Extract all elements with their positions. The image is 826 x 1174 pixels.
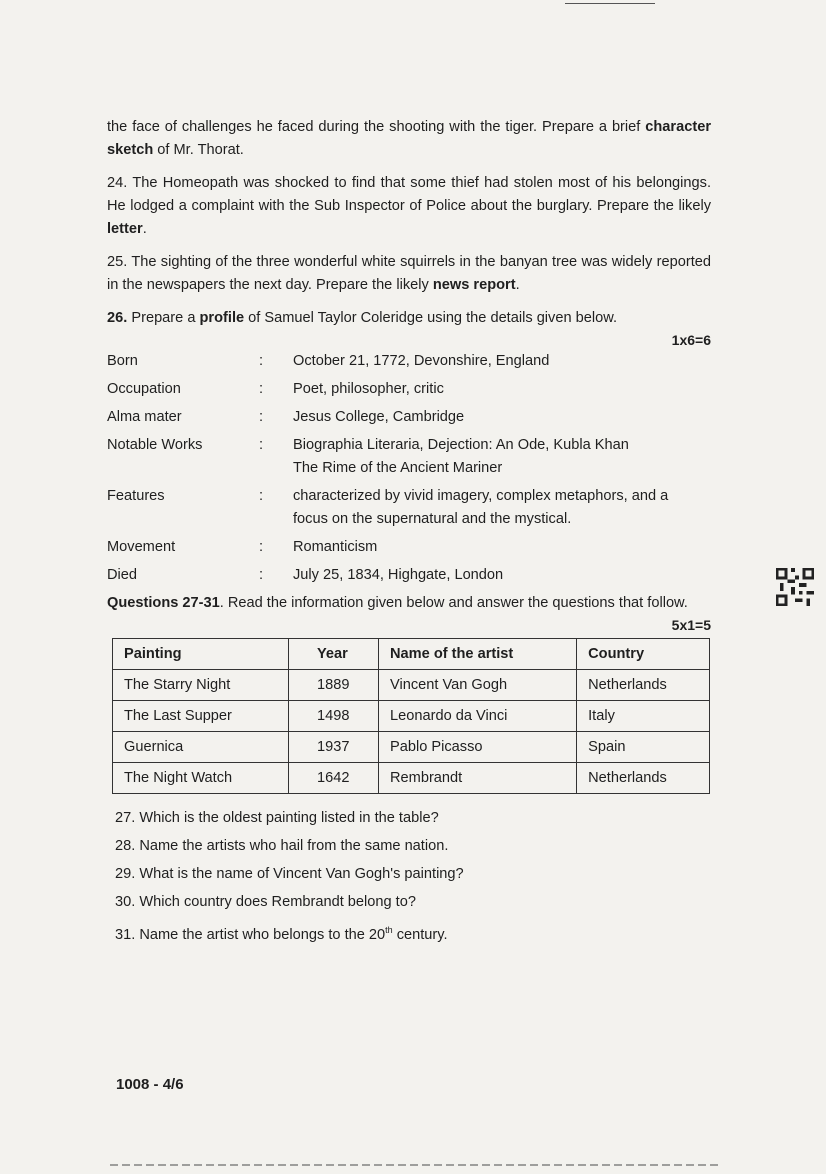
question-26-marks: 1x6=6 (671, 332, 711, 348)
questions-27-31-instruction: Questions 27-31. Read the information given below and answer the questions that follow. (107, 595, 688, 611)
profile-row-died: Died : July 25, 1834, Highgate, London (107, 567, 504, 583)
question-29: 29. What is the name of Vincent Van Gogh's painting? (115, 866, 464, 882)
qr-code-icon (775, 568, 815, 606)
profile-row-features: Features : characterized by vivid imagery, complex metaphors, and a focus on the supernatural and the mystical. (107, 488, 669, 527)
paintings-table (112, 638, 710, 794)
cell-year: 1889 (288, 670, 378, 701)
cell-artist: Leonardo da Vinci (379, 701, 577, 732)
cell-painting: The Night Watch (113, 763, 289, 794)
question-25: 25. The sighting of the three wonderful white squirrels in the banyan tree was widely reported in the newspapers the next day. Prepare the likely news report. (107, 254, 711, 293)
question-26: 26. Prepare a profile of Samuel Taylor Coleridge using the details given below. (107, 310, 618, 326)
profile-row-alma-mater: Alma mater : Jesus College, Cambridge (107, 409, 465, 425)
questions-list (115, 804, 711, 949)
table-row (113, 732, 710, 763)
cell-year: 1642 (288, 763, 378, 794)
cell-country: Netherlands (577, 763, 710, 794)
cell-painting: The Starry Night (113, 670, 289, 701)
header-year: Year (288, 639, 378, 670)
question-27: 27. Which is the oldest painting listed in the table? (115, 810, 439, 826)
cell-painting: The Last Supper (113, 701, 289, 732)
profile-row-notable-works: Notable Works : Biographia Literaria, Dejection: An Ode, Kubla Khan The Rime of the Ancient Mariner (107, 437, 629, 476)
profile-row-movement: Movement : Romanticism (107, 539, 378, 555)
header-painting: Painting (113, 639, 289, 670)
cell-artist: Vincent Van Gogh (379, 670, 577, 701)
profile-details (107, 350, 711, 587)
table-row (113, 763, 710, 794)
table-header-row (113, 639, 710, 670)
cell-country: Italy (577, 701, 710, 732)
questions-27-31-marks: 5x1=5 (671, 617, 711, 633)
question-24: 24. The Homeopath was shocked to find that some thief had stolen most of his belongings. He lodged a complaint with the Sub Inspector of Police about the burglary. Prepare the likely letter. (107, 175, 711, 237)
cell-artist: Pablo Picasso (379, 732, 577, 763)
top-rule (565, 3, 655, 4)
cell-year: 1498 (288, 701, 378, 732)
cell-painting: Guernica (113, 732, 289, 763)
table-row (113, 701, 710, 732)
bottom-dashed-rule (110, 1164, 720, 1166)
question-28: 28. Name the artists who hail from the same nation. (115, 838, 449, 854)
question-31: 31. Name the artist who belongs to the 20th century. (115, 925, 448, 943)
page-footer: 1008 - 4/6 (116, 1076, 184, 1093)
page-content (107, 116, 711, 949)
table-row (113, 670, 710, 701)
cell-artist: Rembrandt (379, 763, 577, 794)
question-30: 30. Which country does Rembrandt belong to? (115, 894, 416, 910)
cell-country: Netherlands (577, 670, 710, 701)
header-artist: Name of the artist (379, 639, 577, 670)
cell-country: Spain (577, 732, 710, 763)
cell-year: 1937 (288, 732, 378, 763)
header-country: Country (577, 639, 710, 670)
question-23-tail: the face of challenges he faced during the shooting with the tiger. Prepare a brief character sketch of Mr. Thorat. (107, 119, 711, 158)
profile-row-occupation: Occupation : Poet, philosopher, critic (107, 381, 444, 397)
profile-row-born: Born : October 21, 1772, Devonshire, England (107, 353, 550, 369)
